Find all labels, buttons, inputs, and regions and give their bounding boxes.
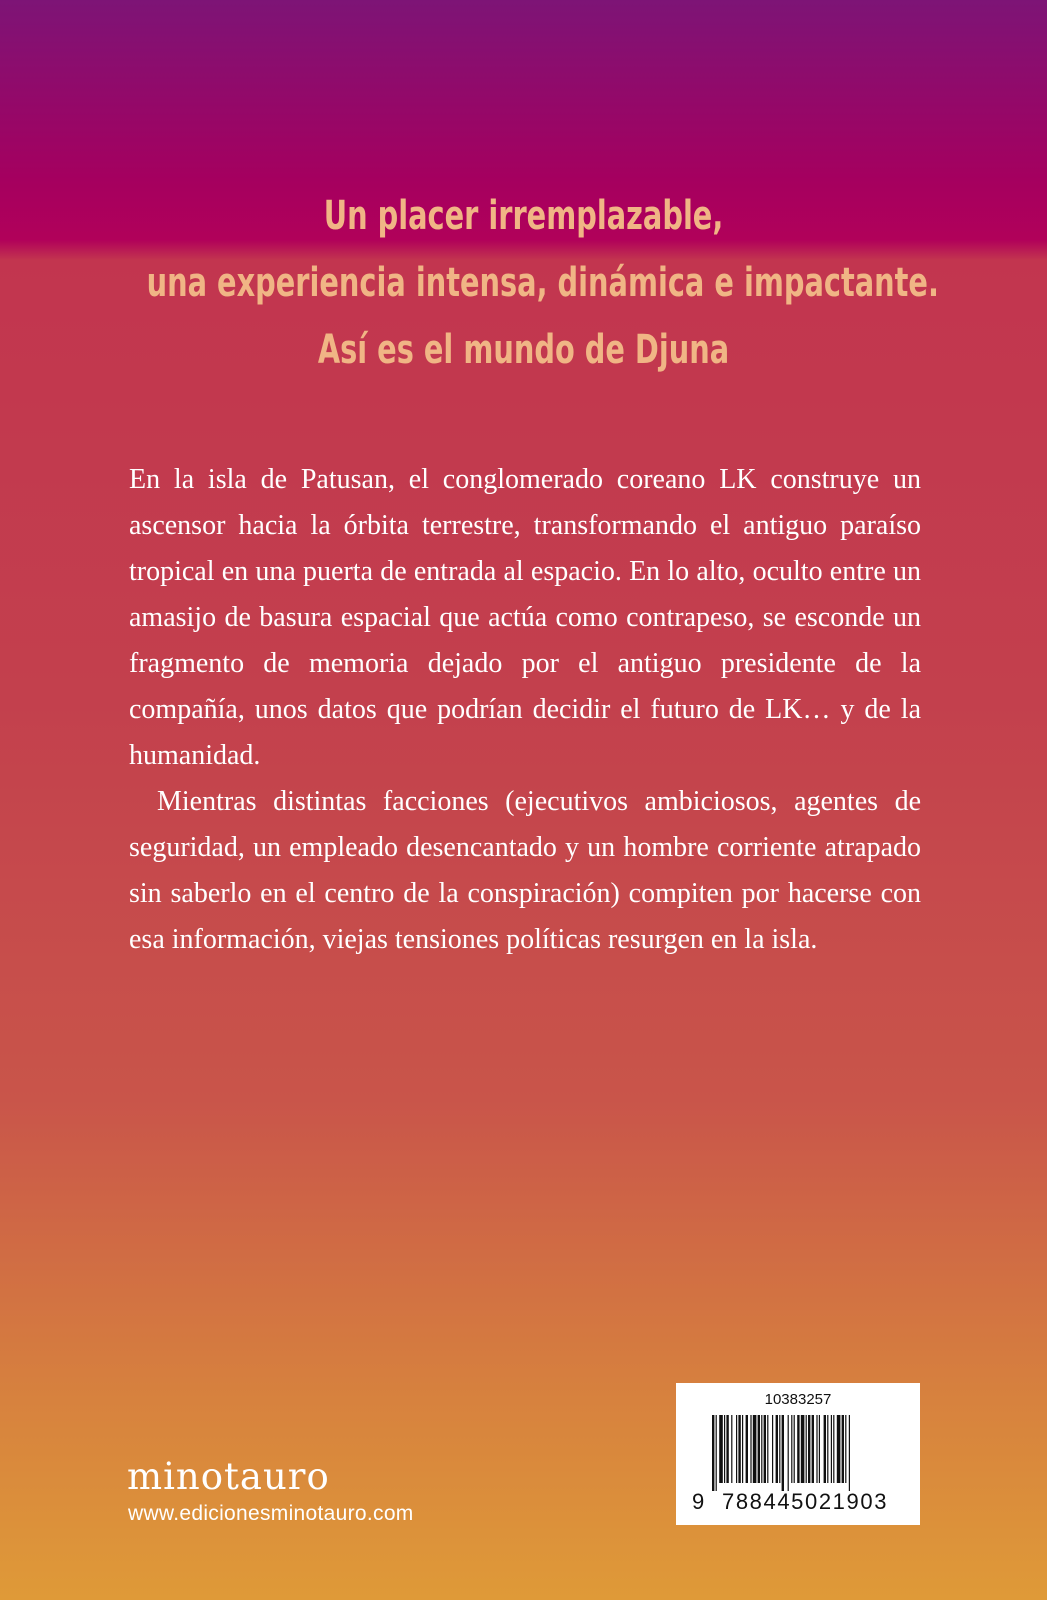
barcode-bar [758,1415,760,1483]
barcode-bar [750,1415,751,1483]
barcode-bar [812,1415,814,1483]
barcode-bar [801,1415,805,1483]
barcode-bar [779,1415,780,1483]
barcode-bar [819,1415,820,1483]
barcode-digits: 788445021903 [722,1489,889,1514]
barcode-bar [808,1415,810,1483]
tagline-line-3: Así es el mundo de Djuna [317,327,730,373]
barcode-lead-digit: 9 [692,1489,705,1514]
barcode-bar [845,1415,846,1483]
barcode-bar [761,1415,762,1483]
barcode-bar [849,1415,850,1491]
barcode-bar [719,1415,723,1483]
synopsis [129,457,921,963]
barcode-bar [816,1415,817,1483]
barcode-bars-icon [712,1415,892,1491]
publisher-logo: minotauro [127,1455,330,1498]
barcode-bar [797,1415,799,1483]
barcode-bar [753,1415,757,1483]
barcode-bar [806,1415,807,1483]
barcode-bar [767,1415,768,1483]
barcode-bar [772,1415,773,1483]
barcode-bar [726,1415,728,1483]
barcode-bar [764,1415,766,1483]
barcode-bar [791,1415,792,1483]
tagline-line-1: Un placer irremplazable, [323,193,724,239]
barcode-bar [824,1415,826,1483]
isbn-barcode [676,1383,920,1525]
barcode-bar [731,1415,732,1483]
barcode-bar [746,1415,748,1483]
synopsis-paragraph-2: Mientras distintas facciones (ejecutivos ambiciosos, agentes de seguridad, un empleado desencantado y un hombre corriente atrapado sin saberlo en el centro de la conspiración) compiten por hacerse con esa información, viejas tensiones políticas resurgen en la isla. [129,786,921,955]
barcode-bar [782,1415,784,1491]
barcode-code-top: 10383257 [764,1391,832,1408]
barcode-bar [716,1415,717,1491]
barcode-bar [788,1415,789,1491]
barcode-bar [842,1415,844,1483]
barcode-bar [738,1415,740,1483]
barcode-bar [742,1415,743,1483]
barcode-bar [837,1415,841,1483]
barcode-bar [736,1415,737,1483]
tagline [0,183,1047,384]
synopsis-paragraph-1: En la isla de Patusan, el conglomerado coreano LK construye un ascensor hacia la órbita terrestre, transformando el antiguo paraíso tropical en una puerta de entrada al espacio. En lo alto, oculto entre un amasijo de basura espacial que actúa como contrapeso, se esconde un fragmento de memoria dejado por el antiguo presidente de la compañía, unos datos que podrían decidir el futuro de LK… y de la humanidad. [129,464,921,771]
barcode-bar [724,1415,725,1483]
barcode-bar [833,1415,834,1483]
barcode-bar [712,1415,714,1491]
tagline-line-2: una experiencia intensa, dinámica e impactante. [146,260,939,306]
publisher-website: www.edicionesminotauro.com [128,1502,414,1525]
barcode-bar [794,1415,795,1483]
barcode-bar [831,1415,832,1483]
barcode-bar [827,1415,828,1483]
barcode-bar [776,1415,778,1483]
